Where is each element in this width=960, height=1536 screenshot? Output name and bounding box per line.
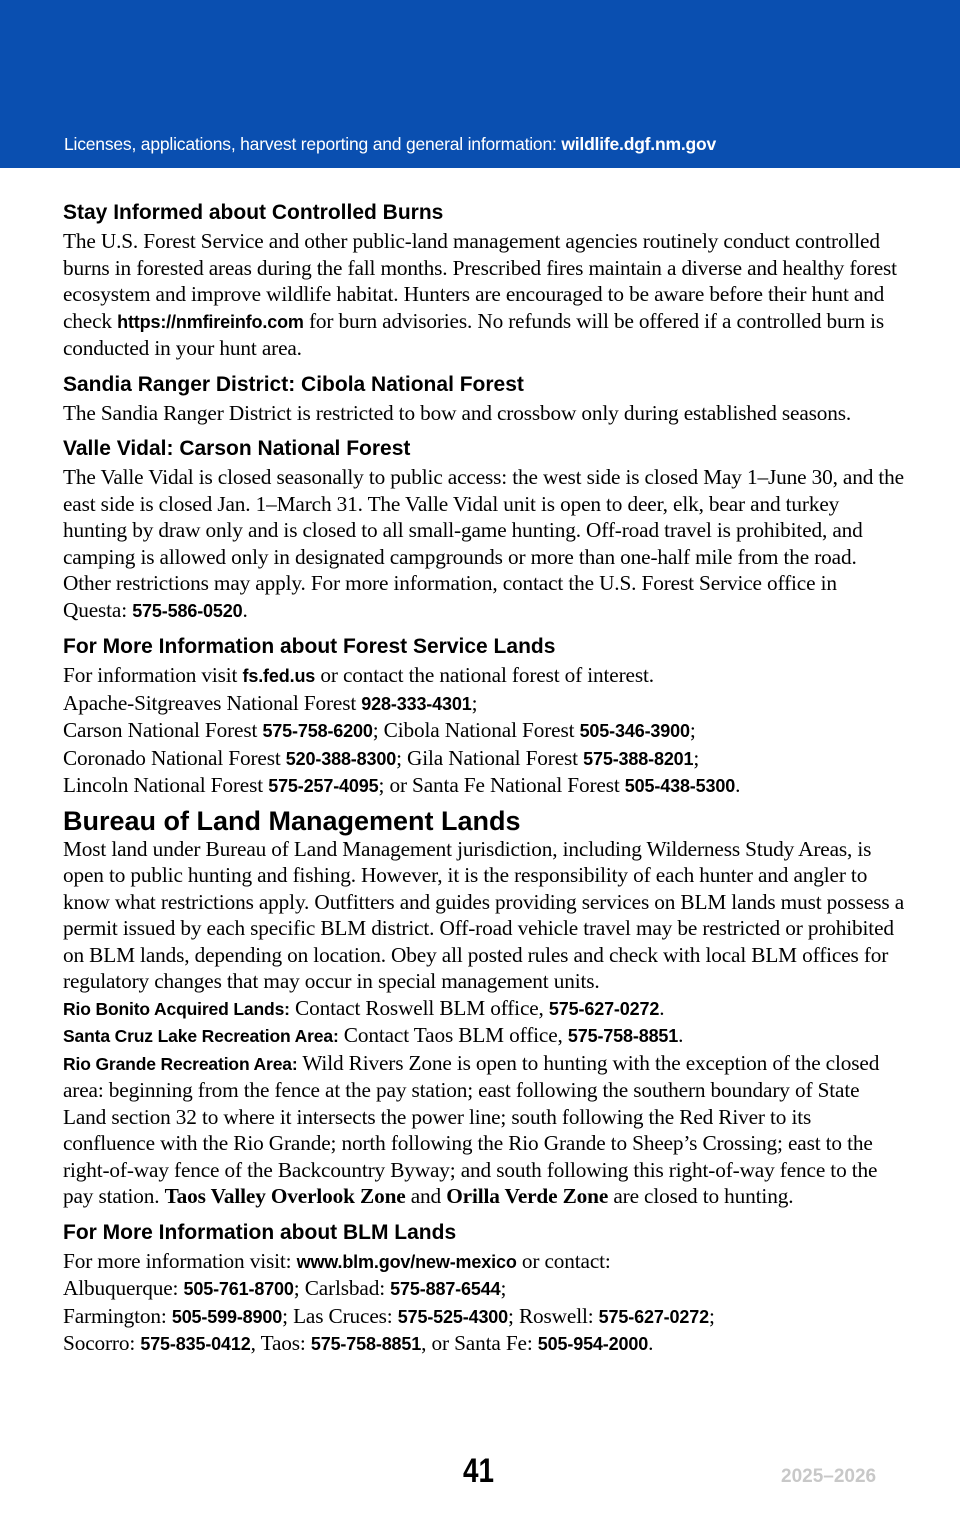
- sandia-body: The Sandia Ranger District is restricted to bow and crossbow only during established seasons.: [63, 400, 852, 425]
- blm-body: Most land under Bureau of Land Management jurisdiction, including Wilderness Study Areas, is open to public hunting and fishing. However, it is the responsibility of each hunter and angler to know what restrictions apply. Outfitters and guides providing services on BLM lands must possess a permit issued by each specific BLM district. Off-road vehicle travel may be restricted or prohibited on BLM lands, depending on location. Obey all posted rules and check with local BLM offices for regulatory changes that may occur in special management units.: [63, 836, 905, 993]
- santafe-forest-phone: 505-438-5300: [624, 776, 736, 796]
- header-url-link[interactable]: wildlife.dgf.nm.gov: [561, 134, 716, 154]
- lincoln-phone: 575-257-4095: [268, 776, 379, 796]
- santa-cruz-entry: Santa Cruz Lake Recreation Area: Contact Taos BLM office, 575-758-8851.: [63, 1023, 684, 1047]
- controlled-burns-body: The U.S. Forest Service and other public-land management agencies routinely conduct controlled burns in forested areas during the fall months. Prescribed fires maintain a diverse and healthy forest ecosystem and improve wildlife habitat. Hunters are encouraged to be aware before their hunt and check https://nmfireinfo.com for burn advisories. No refunds will be offered if a controlled burn is conducted in your hunt area.: [63, 229, 897, 360]
- sandia-heading: Sandia Ranger District: Cibola National Forest: [63, 372, 524, 396]
- forest-info-heading: For More Information about Forest Service Lands: [63, 635, 556, 658]
- controlled-burns-heading: Stay Informed about Controlled Burns: [63, 201, 444, 224]
- fs-fed-link[interactable]: fs.fed.us: [242, 666, 316, 686]
- valle-vidal-body: The Valle Vidal is closed seasonally to public access: the west side is closed May 1–June 30, and the east side is closed Jan. 1–March 31. The Valle Vidal unit is open to deer, elk, bear and turkey hunting by draw only and is closed to all small-game hunting. Off-road travel is prohibited, and camping is allowed only in designated campgrounds or more than one-half mile from the road. Other restrictions may apply. For more information, contact the U.S. Forest Service office in Questa: 575-586-0520.: [63, 465, 904, 622]
- forest-info-body: For information visit fs.fed.us or contact the national forest of interest. Apache-Sitgreaves National Forest 928-333-4301; Carson National Forest 575-758-6200; Cibola National Forest 505-346-3900; Coronado National Forest 520-388-8300; Gila National Forest 575-388-8201; Lincoln National Forest 575-257-4095; or Santa Fe National Forest 505-438-5300.: [63, 663, 741, 797]
- valle-vidal-heading: Valle Vidal: Carson National Forest: [63, 437, 411, 460]
- page-number: 41: [463, 1452, 495, 1490]
- taos-blm-phone: 575-758-8851: [567, 1026, 679, 1046]
- coronado-phone: 520-388-8300: [285, 748, 397, 769]
- apache-phone: 928-333-4301: [361, 693, 472, 714]
- header-banner: [0, 0, 960, 168]
- header-text: [64, 134, 716, 155]
- edition-year: 2025–2026: [781, 1466, 877, 1487]
- rio-grande-entry: Rio Grande Recreation Area: Wild Rivers Zone is open to hunting with the exception of the closed area: beginning from the fence at the pay station; east following the southern boundary of State Land section 32 to where it intersects the power line; south following the Red River to its confluence with the Rio Grande; north following the Rio Grande to Sheep’s Crossing; east to the right-of-way fence of the Backcountry Byway; and south following this right-of-way fence to the pay station. Taos Valley Overlook Zone and Orilla Verde Zone are closed to hunting.: [63, 1050, 880, 1208]
- header-label: Licenses, applications, harvest reporting and general information:: [64, 134, 562, 154]
- blm-info-body: For more information visit: www.blm.gov/new-mexico or contact: Albuquerque: 505-761-8700; Carlsbad: 575-887-6544; Farmington: 505-599-8900; Las Cruces: 575-525-4300; Roswell: 575-627-0272; Socorro: 575-835-0412, Taos: 575-758-8851, or Santa Fe: 505-954-2000.: [63, 1248, 715, 1355]
- blm-gov-link[interactable]: www.blm.gov/new-mexico: [296, 1251, 517, 1272]
- questa-phone: 575-586-0520: [132, 600, 243, 621]
- blm-heading: Bureau of Land Management Lands: [63, 805, 521, 836]
- cibola-phone: 505-346-3900: [579, 721, 690, 741]
- rio-bonito-entry: Rio Bonito Acquired Lands: Contact Roswell BLM office, 575-627-0272.: [63, 995, 665, 1020]
- gila-phone: 575-388-8201: [583, 748, 694, 769]
- blm-info-heading: For More Information about BLM Lands: [63, 1220, 457, 1244]
- roswell-blm-phone: 575-627-0272: [548, 998, 660, 1019]
- nmfireinfo-link[interactable]: https://nmfireinfo.com: [117, 311, 304, 332]
- carson-phone: 575-758-6200: [262, 721, 373, 741]
- page-content: [63, 198, 905, 1358]
